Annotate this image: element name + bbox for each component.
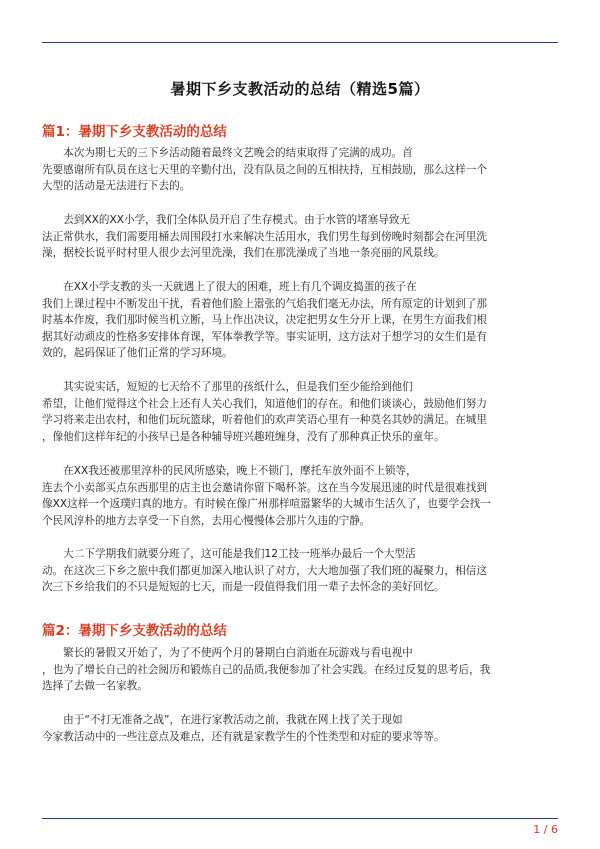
paragraph	[42, 212, 558, 262]
text-line: 个民风淳朴的地方去享受一下自然，去用心慢慢体会那片久违的宁静。	[42, 514, 371, 527]
text-line: 澡，据校长说平时村里人很少去河里洗澡，我们在那洗澡成了当地一条亮丽的风景线。	[42, 247, 445, 259]
text-line: 繁长的暑假又开始了，为了不使两个月的暑期白白消逝在玩游戏与看电视中	[42, 647, 413, 659]
text-line: 大型的活动是无法进行下去的。	[42, 180, 191, 192]
section-heading-1: 篇1：暑期下乡支教活动的总结	[42, 124, 227, 140]
text-line: 先要感谢所有队员在这七天里的辛勤付出，没有队员之间的互相扶持，互相鼓励，那么这样一个	[42, 163, 487, 176]
text-line: 效的，起码保证了他们正常的学习环境。	[42, 347, 233, 359]
document-title: 暑期下乡支教活动的总结（精选5篇）	[170, 80, 430, 98]
text-line: ，像他们这样年纪的小孩早已是各种辅导班兴趣班缠身，没有了那种真正快乐的童年。	[42, 430, 445, 443]
text-line: 动。在这次三下乡之旅中我们都更加深入地认识了对方，大大地加强了我们班的凝聚力，相信这	[42, 564, 487, 577]
paragraph	[42, 463, 558, 529]
text-line: 我们上课过程中不断发出干扰，看着他们脸上嚣张的气焰我们毫无办法，所有原定的计划到了那	[42, 297, 487, 310]
text-line: 今家教活动中的一些注意点及难点，还有就是家教学生的个性类型和对症的要求等等。	[42, 730, 445, 743]
text-line: 在XX我还被那里淳朴的民风所感染，晚上不锁门，摩托车放外面不上锁等，	[42, 465, 417, 477]
paragraph	[42, 279, 558, 362]
text-line: 次三下乡给我们的不只是短短的七天，而是一段值得我们用一辈子去怀念的美好回忆。	[42, 581, 445, 593]
paragraph	[42, 379, 558, 445]
paragraph	[42, 546, 558, 596]
text-line: 据其好动顽皮的性格多安排体育课，军体拳教学等。事实证明，这方法对于想学习的女生们是有	[42, 330, 487, 343]
paragraph	[42, 645, 558, 695]
text-line: 本次为期七天的三下乡活动随着最终文艺晚会的结束取得了完满的成功。首	[42, 147, 413, 159]
text-line: 在XX小学支教的头一天就遇上了很大的困难，班上有几个调皮捣蛋的孩子在	[42, 281, 417, 293]
text-line: 希望，让他们觉得这个社会上还有人关心我们，知道他们的存在。和他们谈谈心，鼓励他们努力	[42, 397, 487, 410]
text-line: 其实说实话，短短的七天给不了那里的孩纸什么，但是我们至少能给到他们	[42, 381, 413, 393]
text-line: 法正常供水，我们需要用桶去周围段打水来解决生活用水，我们男生每到傍晚时刻都会在河里洗	[42, 230, 487, 243]
text-line: 选择了去做一名家教。	[42, 680, 148, 692]
text-line: 时基本作废，我们那时候当机立断，马上作出决议，决定把男女生分开上课，在男生方面我们根	[42, 314, 487, 326]
text-line: 连去个小卖部买点东西那里的店主也会邀请你留下喝杯茶。这在当今发展迅速的时代是很难找到	[42, 481, 487, 494]
text-line: 学习将来走出农村，和他们玩玩篮球，听着他们的欢声笑语心里有一种莫名其妙的满足。在城里	[42, 414, 487, 426]
text-line: 大二下学期我们就要分班了，这可能是我们12工技一班举办最后一个大型活	[42, 548, 416, 560]
paragraph	[42, 145, 558, 195]
text-line: 去到XX的XX小学，我们全体队员开启了生存模式。由于水管的堵塞导致无	[42, 214, 411, 226]
text-line: 由于“不打无准备之战”，在进行家教活动之前，我就在网上找了关于现如	[42, 714, 403, 726]
text-line: ，也为了增长自己的社会阅历和锻炼自己的品质,我便参加了社会实践。在经过反复的思考后，我	[42, 663, 491, 676]
footer-rule	[42, 818, 558, 819]
page-number: 1 / 6	[533, 823, 558, 836]
text-line: 像XX这样一个返璞归真的地方。有时候在像广州那样喧嚣繁华的大城市生活久了，也要学会找一	[42, 498, 491, 510]
paragraph	[42, 712, 558, 745]
section-heading-2: 篇2：暑期下乡支教活动的总结	[42, 623, 227, 639]
header-rule	[42, 42, 558, 43]
